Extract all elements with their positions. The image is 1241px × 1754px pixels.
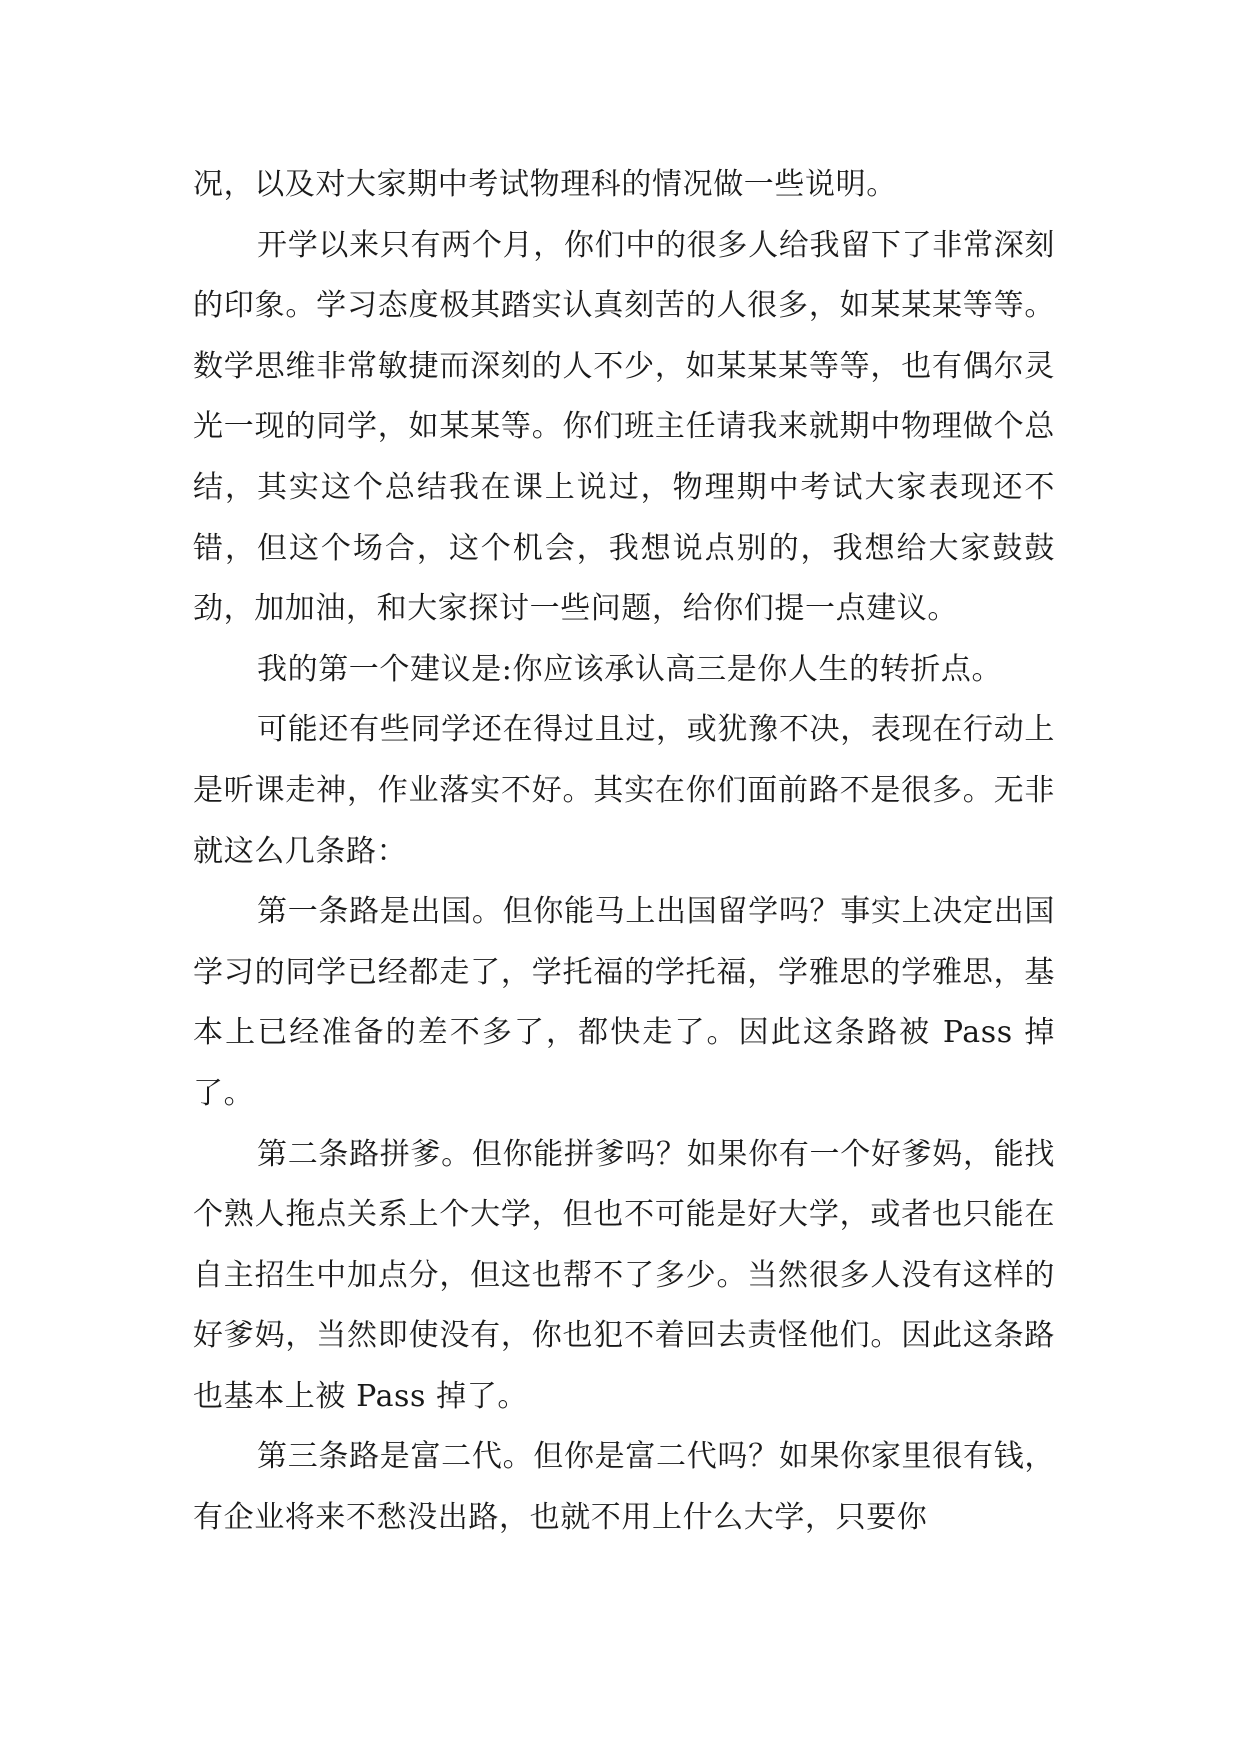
- document-body: [193, 155, 1055, 1549]
- paragraph-5: 第一条路是出国。但你能马上出国留学吗？事实上决定出国学习的同学已经都走了，学托福的学托福，学雅思的学雅思，基本上已经准备的差不多了，都快走了。因此这条路被 Pass 掉了。: [193, 894, 1055, 1111]
- paragraph-1: 况，以及对大家期中考试物理科的情况做一些说明。: [193, 167, 897, 202]
- paragraph-2: 开学以来只有两个月，你们中的很多人给我留下了非常深刻的印象。学习态度极其踏实认真刻苦的人很多，如某某某等等。数学思维非常敏捷而深刻的人不少，如某某某等等，也有偶尔灵光一现的同学，如某某等。你们班主任请我来就期中物理做个总结，其实这个总结我在课上说过，物理期中考试大家表现还不错，但这个场合，这个机会，我想说点别的，我想给大家鼓鼓劲，加加油，和大家探讨一些问题，给你们提一点建议。: [193, 227, 1055, 627]
- paragraph-7: 第三条路是富二代。但你是富二代吗？如果你家里很有钱，有企业将来不愁没出路，也就不用上什么大学，只要你: [193, 1439, 1055, 1536]
- paragraph-4: 可能还有些同学还在得过且过，或犹豫不决，表现在行动上是听课走神，作业落实不好。其实在你们面前路不是很多。无非就这么几条路：: [193, 712, 1055, 869]
- paragraph-3: 我的第一个建议是:你应该承认高三是你人生的转折点。: [257, 651, 1003, 687]
- paragraph-6: 第二条路拼爹。但你能拼爹吗？如果你有一个好爹妈，能找个熟人拖点关系上个大学，但也不可能是好大学，或者也只能在自主招生中加点分，但这也帮不了多少。当然很多人没有这样的好爹妈，当然即使没有，你也犯不着回去责怪他们。因此这条路也基本上被 Pass 掉了。: [193, 1136, 1055, 1414]
